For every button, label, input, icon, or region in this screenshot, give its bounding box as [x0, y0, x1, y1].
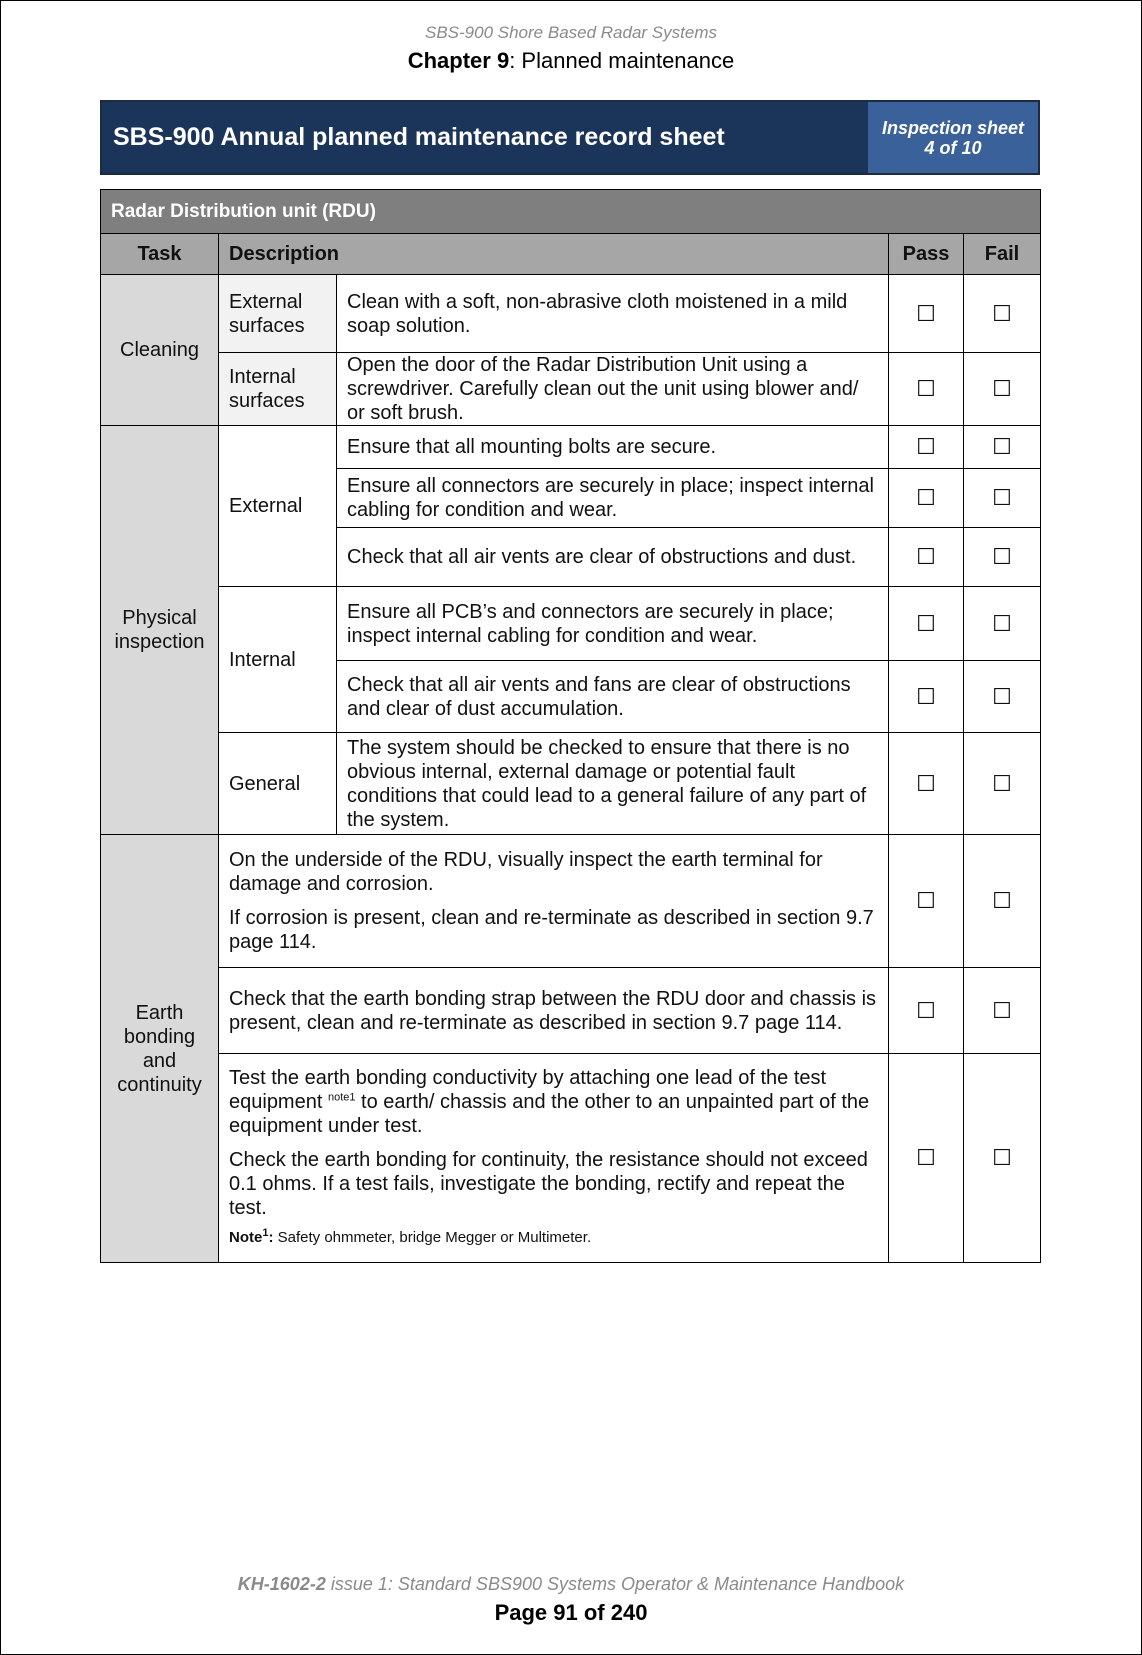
fail-checkbox[interactable]: ☐ — [964, 587, 1041, 661]
chapter-heading — [0, 46, 1142, 76]
inspection-sheet-label: Inspection sheet — [881, 117, 1025, 138]
pass-checkbox[interactable]: ☐ — [889, 587, 964, 661]
pass-checkbox[interactable]: ☐ — [889, 275, 964, 353]
subtask-general: General — [219, 733, 337, 835]
description-paragraph: Check the earth bonding for continuity, the resistance should not exceed 0.1 ohms. If a test fails, investigate the bonding, rectify and repeat the test. — [229, 1149, 868, 1219]
description-text: Test the earth bonding conductivity by attaching one lead of the test equipment — [229, 1067, 827, 1113]
pass-checkbox[interactable]: ☐ — [889, 1054, 964, 1263]
table-row — [101, 835, 1041, 968]
task-cleaning: Cleaning — [101, 275, 219, 426]
task-description: Ensure all connectors are securely in place; inspect internal cabling for condition and wear. — [337, 469, 889, 528]
subtask-external: External — [219, 426, 337, 587]
document-description: issue 1: Standard SBS900 Systems Operator & Maintenance Handbook — [325, 1574, 905, 1594]
subtask-external-surfaces: External surfaces — [219, 275, 337, 353]
fail-checkbox[interactable]: ☐ — [964, 469, 1041, 528]
table-row — [101, 426, 1041, 469]
task-description: Check that the earth bonding strap between the RDU door and chassis is present, clean and re-terminate as described in section 9.7 page 114. — [219, 968, 889, 1054]
fail-checkbox[interactable]: ☐ — [964, 353, 1041, 426]
pass-checkbox[interactable]: ☐ — [889, 426, 964, 469]
fail-checkbox[interactable]: ☐ — [964, 275, 1041, 353]
running-footer — [0, 1572, 1142, 1628]
task-earth-bonding: Earth bonding and continuity — [101, 835, 219, 1263]
pass-checkbox[interactable]: ☐ — [889, 968, 964, 1054]
pass-checkbox[interactable]: ☐ — [889, 835, 964, 968]
pass-checkbox[interactable]: ☐ — [889, 661, 964, 733]
fail-checkbox[interactable]: ☐ — [964, 661, 1041, 733]
task-description: Check that all air vents and fans are clear of obstructions and clear of dust accumulation. — [337, 661, 889, 733]
task-description: Open the door of the Radar Distribution Unit using a screwdriver. Carefully clean out the unit using blower and/ or soft brush. — [337, 353, 889, 426]
footer-document-line — [0, 1572, 1142, 1596]
task-description: The system should be checked to ensure that there is no obvious internal, external damage or potential fault conditions that could lead to a general failure of any part of the system. — [337, 733, 889, 835]
note-text: Safety ohmmeter, bridge Megger or Multimeter. — [273, 1229, 592, 1246]
fail-checkbox[interactable]: ☐ — [964, 426, 1041, 469]
record-sheet-title: SBS-900 Annual planned maintenance record sheet — [113, 123, 725, 151]
note-number: 1 — [262, 1227, 269, 1239]
fail-checkbox[interactable]: ☐ — [964, 835, 1041, 968]
table-row — [101, 275, 1041, 353]
task-description — [219, 835, 889, 968]
note-colon: : — [268, 1229, 274, 1246]
pass-checkbox[interactable]: ☐ — [889, 528, 964, 587]
fail-checkbox[interactable]: ☐ — [964, 733, 1041, 835]
note-label: Note — [229, 1229, 263, 1246]
maintenance-table — [100, 189, 1041, 1263]
table-row — [101, 1054, 1041, 1263]
footnote — [229, 1226, 878, 1250]
task-description: Check that all air vents are clear of obstructions and dust. — [337, 528, 889, 587]
fail-checkbox[interactable]: ☐ — [964, 528, 1041, 587]
section-row — [101, 190, 1041, 234]
description-text: to earth/ chassis and the other to an unpainted part of the equipment under test. — [229, 1091, 870, 1137]
inspection-sheet-count: 4 of 10 — [924, 137, 982, 158]
pass-checkbox[interactable]: ☐ — [889, 469, 964, 528]
page-number: Page 91 of 240 — [494, 1600, 648, 1625]
table-row — [101, 733, 1041, 835]
fail-checkbox[interactable]: ☐ — [964, 1054, 1041, 1263]
task-column-header: Task — [101, 234, 219, 275]
record-sheet-title-bar — [100, 100, 1040, 175]
document-code: KH-1602-2 — [237, 1574, 326, 1594]
chapter-label: Chapter 9 — [407, 48, 510, 73]
inspection-sheet-badge — [868, 102, 1038, 173]
task-description: Ensure that all mounting bolts are secure. — [337, 426, 889, 469]
note-reference: note1 — [327, 1091, 356, 1104]
document-name: SBS-900 Shore Based Radar Systems — [425, 23, 717, 42]
section-title: Radar Distribution unit (RDU) — [101, 190, 1041, 234]
table-row — [101, 968, 1041, 1054]
pass-checkbox[interactable]: ☐ — [889, 733, 964, 835]
table-row — [101, 353, 1041, 426]
description-paragraph: On the underside of the RDU, visually inspect the earth terminal for damage and corrosion. — [229, 849, 823, 895]
subtask-internal: Internal — [219, 587, 337, 733]
pass-checkbox[interactable]: ☐ — [889, 353, 964, 426]
header-row — [101, 234, 1041, 275]
task-description — [219, 1054, 889, 1263]
task-physical-inspection: Physical inspection — [101, 426, 219, 835]
subtask-internal-surfaces: Internal surfaces — [219, 353, 337, 426]
description-paragraph: If corrosion is present, clean and re-terminate as described in section 9.7 page 114. — [229, 907, 874, 953]
table-row — [101, 587, 1041, 661]
description-paragraph — [229, 1066, 878, 1138]
task-description: Ensure all PCB’s and connectors are securely in place; inspect internal cabling for condition and wear. — [337, 587, 889, 661]
fail-column-header: Fail — [964, 234, 1041, 275]
chapter-title: : Planned maintenance — [509, 48, 735, 73]
task-description: Clean with a soft, non-abrasive cloth moistened in a mild soap solution. — [337, 275, 889, 353]
description-column-header: Description — [219, 234, 889, 275]
running-header — [0, 22, 1142, 76]
pass-column-header: Pass — [889, 234, 964, 275]
fail-checkbox[interactable]: ☐ — [964, 968, 1041, 1054]
